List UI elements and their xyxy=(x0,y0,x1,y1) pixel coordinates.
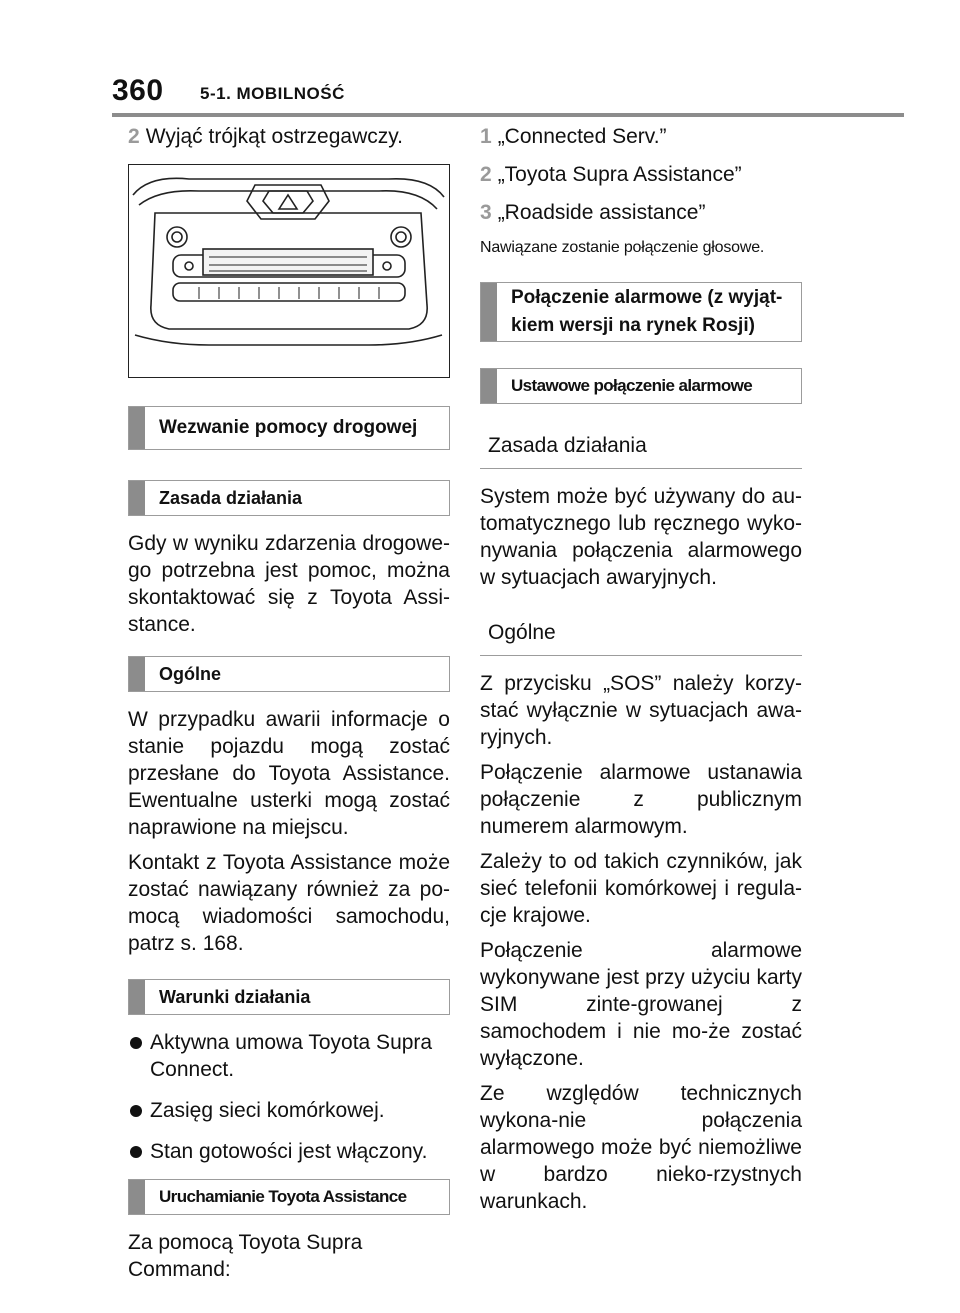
subheading-general: Ogólne xyxy=(480,613,802,656)
section-title: 5-1. MOBILNOŚĆ xyxy=(200,84,345,103)
paragraph: Połączenie alarmowe wykonywane jest przy użyciu karty SIM zinte-growanej z samochodem i nie mo-że zostać wyłączone. xyxy=(480,939,802,1070)
step-item xyxy=(480,122,802,152)
step-text: Wyjąć trójkąt ostrzegawczy. xyxy=(145,125,404,148)
step-number: 1 xyxy=(480,125,492,148)
list-item-text: Stan gotowości jest włączony. xyxy=(150,1140,428,1163)
heading-bar xyxy=(129,657,145,691)
heading-text: Zasada działania xyxy=(159,487,303,508)
step-item xyxy=(480,198,802,228)
heading-text: Połączenie alarmowe (z wyjąt-kiem wersji na rynek Rosji) xyxy=(511,287,783,336)
right-column xyxy=(480,122,802,1215)
heading-bar xyxy=(129,407,145,449)
paragraph: Gdy w wyniku zdarzenia drogowe-go potrzebna jest pomoc, można skontaktować się z Toyota Assi-stance. xyxy=(128,532,450,636)
header-rule xyxy=(112,113,904,117)
paragraph: Zależy to od takich czynników, jak sieć telefonii komórkowej i regula-cje krajowe. xyxy=(480,850,802,927)
heading-conditions xyxy=(128,979,450,1015)
heading-principle xyxy=(128,480,450,516)
heading-bar xyxy=(129,481,145,515)
warning-triangle-trunk-drawing xyxy=(129,165,448,376)
step-item xyxy=(480,160,802,190)
subheading-principle: Zasada działania xyxy=(480,426,802,469)
paragraph: Połączenie alarmowe ustanawia połączenie z publicznym numerem alarmowym. xyxy=(480,761,802,838)
heading-bar xyxy=(129,980,145,1014)
heading-text: Ustawowe połączenie alarmowe xyxy=(511,376,753,395)
heading-bar xyxy=(481,369,497,403)
paragraph: Z przycisku „SOS” należy korzy-stać wyłącznie w sytuacjach awa-ryjnych. xyxy=(480,672,802,749)
note-text: Nawiązane zostanie połączenie głosowe. xyxy=(480,239,765,256)
list-item xyxy=(128,1029,450,1083)
step-number: 2 xyxy=(480,163,492,186)
page-number: 360 xyxy=(112,74,164,107)
page-header xyxy=(0,0,960,118)
list-item-text: Zasięg sieci komórkowej. xyxy=(150,1099,385,1122)
heading-text: Wezwanie pomocy drogowej xyxy=(159,417,418,438)
step-item xyxy=(128,122,450,152)
heading-statutory-call xyxy=(480,368,802,404)
list-item xyxy=(128,1138,450,1165)
step-text: „Connected Serv.” xyxy=(497,125,667,148)
paragraph: W przypadku awarii informacje o stanie pojazdu mogą zostać przesłane do Toyota Assistance. Ewentualne usterki mogą zostać naprawione na miejscu. xyxy=(128,708,450,839)
paragraph: Kontakt z Toyota Assistance może zostać nawiązany również za po-mocą wiadomości samochodu, patrz s. 168. xyxy=(128,851,450,955)
heading-text: Uruchamianie Toyota Assistance xyxy=(159,1187,407,1206)
heading-bar xyxy=(481,283,497,341)
heading-roadside-help xyxy=(128,406,450,450)
heading-bar xyxy=(129,1180,145,1214)
heading-general xyxy=(128,656,450,692)
left-column xyxy=(128,122,450,1283)
step-number: 3 xyxy=(480,201,492,224)
paragraph: Za pomocą Toyota Supra Command: xyxy=(128,1231,363,1281)
list-item-text: Aktywna umowa Toyota Supra Connect. xyxy=(150,1031,433,1081)
trunk-illustration xyxy=(128,164,450,378)
bullet-icon xyxy=(130,1146,142,1158)
heading-text: Ogólne xyxy=(159,663,221,684)
bullet-icon xyxy=(130,1105,142,1117)
paragraph: Ze względów technicznych wykona-nie połączenia alarmowego może być niemożliwe w bardzo nieko-rzystnych warunkach. xyxy=(480,1082,802,1213)
heading-start-assistance xyxy=(128,1179,450,1215)
list-item xyxy=(128,1097,450,1124)
heading-text: Warunki działania xyxy=(159,986,311,1007)
conditions-list xyxy=(128,1029,450,1165)
step-text: „Roadside assistance” xyxy=(497,201,706,224)
paragraph: System może być używany do au-tomatycznego lub ręcznego wyko-nywania połączenia alarmowego w sytuacjach awaryjnych. xyxy=(480,485,802,589)
step-text: „Toyota Supra Assistance” xyxy=(497,163,742,186)
heading-emergency-call xyxy=(480,282,802,342)
bullet-icon xyxy=(130,1037,142,1049)
step-number: 2 xyxy=(128,125,140,148)
